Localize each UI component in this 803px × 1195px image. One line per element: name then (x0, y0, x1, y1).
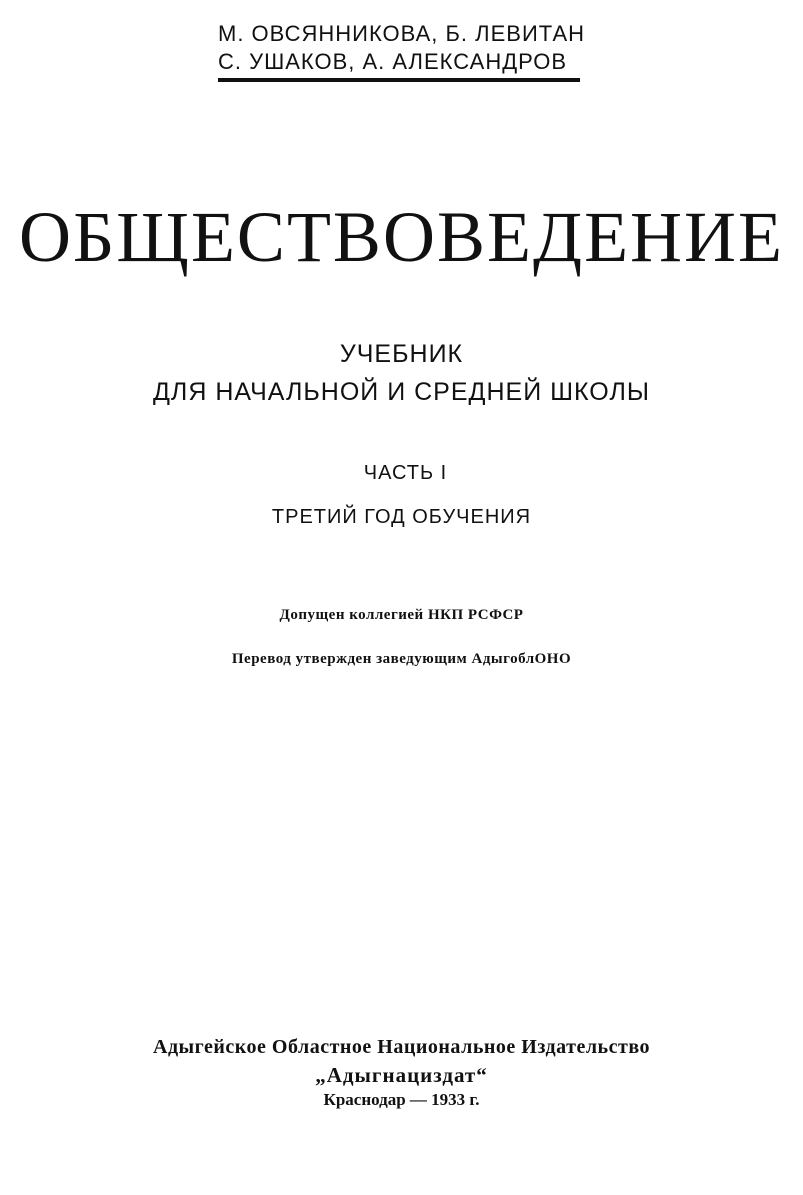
publisher-name: Адыгейское Областное Национальное Издательство (153, 1036, 650, 1058)
authors-block (218, 20, 588, 76)
authors-line-1: М. ОВСЯННИКОВА, Б. ЛЕВИТАН (218, 21, 586, 46)
approval-line-2: Перевод утвержден заведующим АдыгоблОНО (231, 651, 572, 667)
subtitle-year: ТРЕТИЙ ГОД ОБУЧЕНИЯ (271, 506, 532, 528)
subtitle-textbook: УЧЕБНИК (339, 340, 464, 368)
authors-line-2: С. УШАКОВ, А. АЛЕКСАНДРОВ (218, 49, 568, 74)
authors-underline-rule (218, 78, 580, 82)
publisher-imprint: „Адыгнациздат“ (315, 1063, 488, 1087)
approval-line-1: Допущен коллегией НКП РСФСР (279, 607, 524, 623)
subtitle-school: ДЛЯ НАЧАЛЬНОЙ И СРЕДНЕЙ ШКОЛЫ (152, 378, 651, 406)
publisher-place-year: Краснодар — 1933 г. (323, 1090, 480, 1109)
subtitle-part: ЧАСТЬ I (363, 462, 448, 484)
book-title: ОБЩЕСТВОВЕДЕНИЕ (18, 197, 785, 277)
